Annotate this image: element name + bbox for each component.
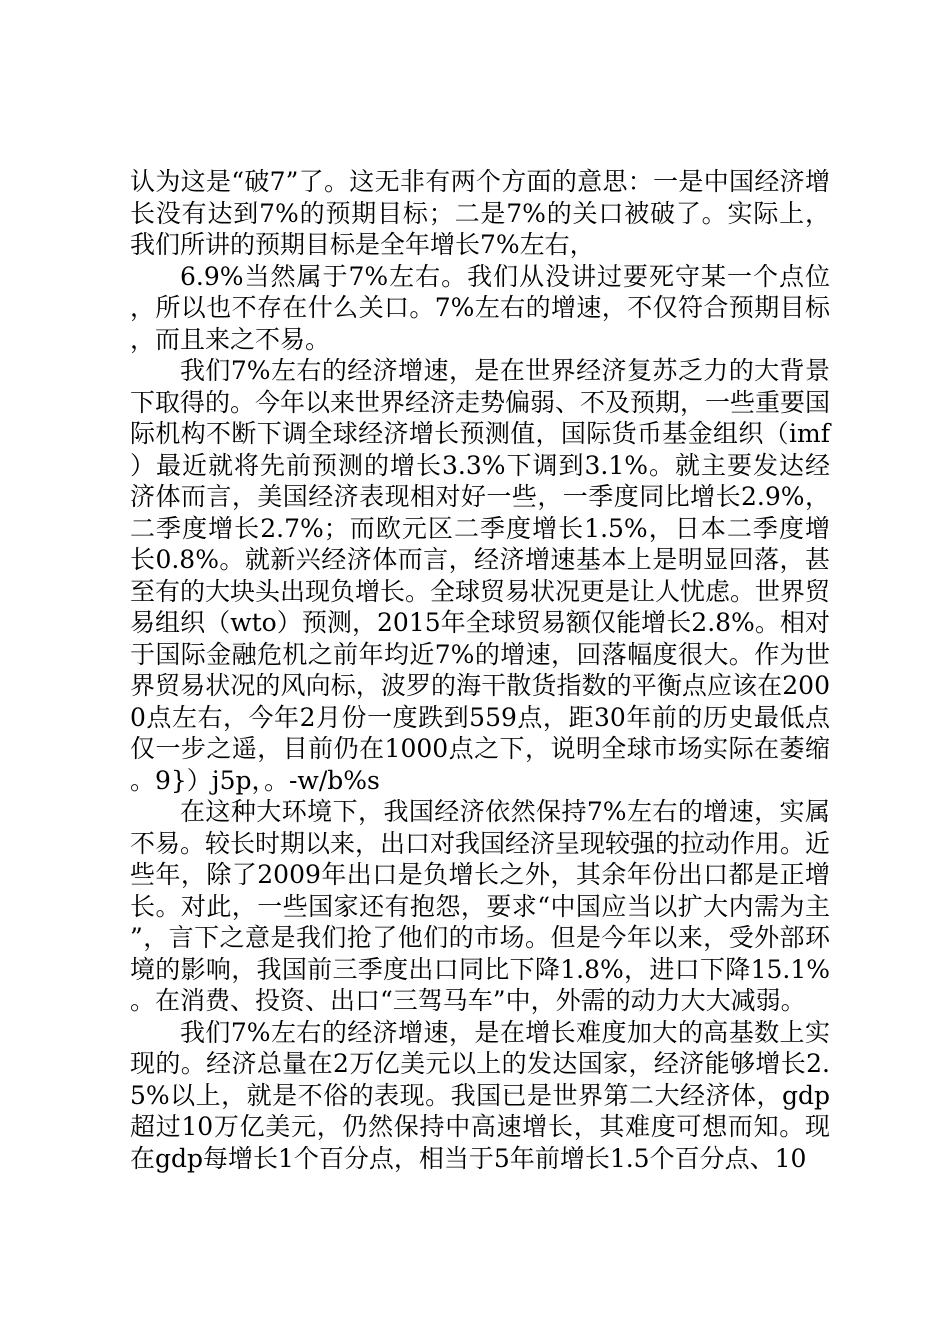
document-body xyxy=(130,166,830,1174)
paragraph-2: 6.9%当然属于7%左右。我们从没讲过要死守某一个点位，所以也不存在什么关口。7%左右的增速，不仅符合预期目标，而且来之不易。 xyxy=(130,261,830,354)
paragraph-4: 在这种大环境下，我国经济依然保持7%左右的增速，实属不易。较长时期以来，出口对我国经济呈现较强的拉动作用。近些年，除了2009年出口是负增长之外，其余年份出口都是正增长。对此，一些国家还有抱怨，要求“中国应当以扩大内需为主”，言下之意是我们抢了他们的市场。但是今年以来，受外部环境的影响，我国前三季度出口同比下降1.8%，进口下降15.1%。在消费、投资、出口“三驾马车”中，外需的动力大大减弱。 xyxy=(130,797,831,1015)
paragraph-3: 我们7%左右的经济增速，是在世界经济复苏乏力的大背景下取得的。今年以来世界经济走势偏弱、不及预期，一些重要国际机构不断下调全球经济增长预测值，国际货币基金组织（imf）最近就将先前预测的增长3.3%下调到3.1%。就主要发达经济体而言，美国经济表现相对好一些，一季度同比增长2.9%，二季度增长2.7%；而欧元区二季度增长1.5%，日本二季度增长0.8%。就新兴经济体而言，经济增速基本上是明显回落，甚至有的大块头出现负增长。全球贸易状况更是让人忧虑。世界贸易组织（wto）预测，2015年全球贸易额仅能增长2.8%。相对于国际金融危机之前年均近7%的增速，回落幅度很大。作为世界贸易状况的风向标，波罗的海干散货指数的平衡点应该在2000点左右，今年2月份一度跌到559点，距30年前的历史最低点仅一步之遥，目前仍在1000点之下，说明全球市场实际在萎缩。9}）j5p，。-w/b%s xyxy=(130,356,831,795)
paragraph-1: 认为这是“破7”了。这无非有两个方面的意思：一是中国经济增长没有达到7%的预期目标；二是7%的关口被破了。实际上，我们所讲的预期目标是全年增长7%左右， xyxy=(130,167,830,259)
paragraph-5: 我们7%左右的经济增速，是在增长难度加大的高基数上实现的。经济总量在2万亿美元以上的发达国家，经济能够增长2.5%以上，就是不俗的表现。我国已是世界第二大经济体，gdp超过10万亿美元，仍然保持中高速增长，其难度可想而知。现在gdp每增长1个百分点，相当于5年前增长1.5个百分点、10 xyxy=(130,1017,830,1173)
